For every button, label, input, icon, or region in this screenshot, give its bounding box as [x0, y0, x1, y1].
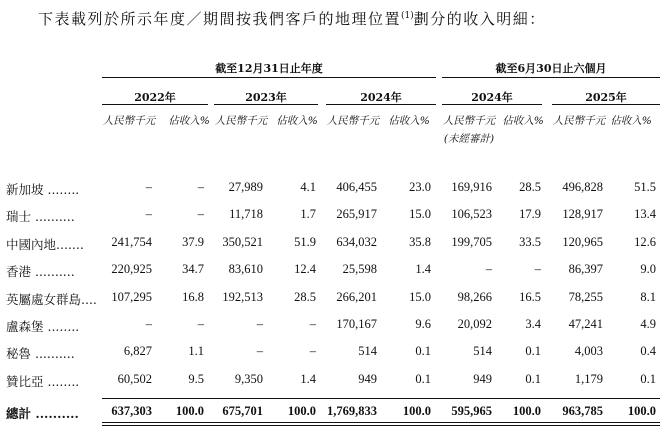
subheader-pct: 佔收入% — [168, 115, 210, 127]
table-cell: 1.4 — [415, 262, 431, 276]
intro-text: 下表載列於所示年度／期間按我們客戶的地理位置 — [38, 10, 402, 28]
subheader-pct: 佔收入% — [502, 115, 544, 127]
table-cell: 83,610 — [228, 262, 263, 276]
table-cell: 0.1 — [415, 344, 431, 358]
table-cell: 12.4 — [294, 262, 316, 276]
table-cell: 6,827 — [123, 344, 152, 358]
year-header-2025-interim: 2025年 — [585, 91, 627, 104]
group-rule-annual — [102, 77, 436, 78]
table-cell: 25,598 — [342, 262, 377, 276]
intro-tail: 劃分的收入明細： — [413, 10, 546, 28]
table-cell: – — [197, 317, 204, 331]
total-cell: 595,965 — [451, 404, 492, 418]
subheader-pct: 佔收入% — [276, 115, 318, 127]
table-cell: 4.9 — [640, 317, 656, 331]
table-cell: 12.6 — [634, 235, 656, 249]
table-cell: – — [145, 207, 152, 221]
table-cell: 514 — [358, 344, 377, 358]
group-header-interim: 截至6月30日止六個月 — [495, 62, 607, 75]
table-cell: 86,397 — [568, 262, 603, 276]
table-cell: 9.5 — [188, 372, 204, 386]
table-cell: 51.9 — [294, 235, 316, 249]
table-cell: 8.1 — [640, 290, 656, 304]
table-cell: 265,917 — [336, 207, 377, 221]
intro-sentence — [38, 8, 546, 29]
table-cell: 51.5 — [634, 180, 656, 194]
table-cell: 16.8 — [182, 290, 204, 304]
table-cell: 1.7 — [300, 207, 316, 221]
group-header-annual: 截至12月31日止年度 — [215, 62, 323, 75]
table-cell: – — [309, 317, 316, 331]
table-cell: – — [256, 317, 263, 331]
year-rule — [552, 104, 660, 105]
table-cell: – — [256, 344, 263, 358]
table-cell: 949 — [358, 372, 377, 386]
total-cell: 963,785 — [562, 404, 603, 418]
table-cell: 9.0 — [640, 262, 656, 276]
table-cell: 406,455 — [336, 180, 377, 194]
total-cell: 100.0 — [512, 404, 541, 418]
table-cell: 3.4 — [525, 317, 541, 331]
year-rule — [102, 104, 208, 105]
row-label: 秘魯 .......... — [6, 346, 75, 361]
table-cell: – — [485, 262, 492, 276]
table-cell: 15.0 — [409, 290, 431, 304]
table-cell: 33.5 — [519, 235, 541, 249]
table-cell: 0.1 — [415, 372, 431, 386]
table-cell: 192,513 — [222, 290, 263, 304]
row-label: 中國內地....... — [6, 237, 84, 252]
table-cell: 17.9 — [519, 207, 541, 221]
table-cell: 107,295 — [111, 290, 152, 304]
table-cell: 11,718 — [229, 207, 263, 221]
table-cell: 1.4 — [300, 372, 316, 386]
table-cell: 199,705 — [451, 235, 492, 249]
year-header-2022: 2022年 — [134, 91, 176, 104]
subheader-amount: 人民幣千元 — [102, 115, 156, 127]
table-cell: 496,828 — [562, 180, 603, 194]
year-header-2024: 2024年 — [360, 91, 402, 104]
table-cell: – — [309, 344, 316, 358]
table-cell: 0.1 — [525, 372, 541, 386]
table-cell: 4,003 — [574, 344, 603, 358]
total-cell: 100.0 — [175, 404, 204, 418]
table-cell: 27,989 — [228, 180, 263, 194]
table-cell: – — [145, 180, 152, 194]
total-label: 總計 .......... — [6, 406, 79, 421]
table-cell: 34.7 — [182, 262, 204, 276]
table-cell: 241,754 — [111, 235, 152, 249]
total-cell: 637,303 — [111, 404, 152, 418]
table-cell: 350,521 — [222, 235, 263, 249]
subheader-amount: 人民幣千元 — [214, 115, 268, 127]
subheader-amount: 人民幣千元 — [552, 115, 606, 127]
table-cell: – — [534, 262, 541, 276]
table-cell: 28.5 — [519, 180, 541, 194]
table-cell: 78,255 — [568, 290, 603, 304]
table-cell: 60,502 — [117, 372, 152, 386]
table-cell: 1,179 — [574, 372, 603, 386]
table-cell: 170,167 — [336, 317, 377, 331]
row-label: 瑞士 .......... — [6, 209, 75, 224]
group-rule-interim — [442, 77, 660, 78]
subheader-amount: 人民幣千元 — [326, 115, 380, 127]
table-cell: 0.4 — [640, 344, 656, 358]
table-cell: 169,916 — [451, 180, 492, 194]
table-cell: 23.0 — [409, 180, 431, 194]
subheader-amount: 人民幣千元 — [442, 115, 496, 127]
row-label: 英屬處女群島.... — [6, 292, 97, 307]
table-cell: 20,092 — [457, 317, 492, 331]
subheader-pct: 佔收入% — [388, 115, 430, 127]
total-top-rule — [102, 398, 660, 399]
table-cell: 949 — [473, 372, 492, 386]
table-cell: 266,201 — [336, 290, 377, 304]
table-cell: 15.0 — [409, 207, 431, 221]
table-cell: 120,965 — [562, 235, 603, 249]
table-cell: 28.5 — [294, 290, 316, 304]
table-cell: 514 — [473, 344, 492, 358]
year-header-2024-interim: 2024年 — [471, 91, 513, 104]
table-cell: – — [197, 180, 204, 194]
table-cell: 220,925 — [111, 262, 152, 276]
year-rule — [326, 104, 436, 105]
table-cell: 1.1 — [188, 344, 204, 358]
row-label: 贊比亞 ........ — [6, 374, 80, 389]
subheader-pct: 佔收入% — [610, 115, 652, 127]
table-cell: 16.5 — [519, 290, 541, 304]
total-cell: 1,769,833 — [327, 404, 377, 418]
total-cell: 675,701 — [222, 404, 263, 418]
table-cell: 0.1 — [640, 372, 656, 386]
row-label: 新加坡 ........ — [6, 182, 80, 197]
footnote-mark: (1) — [401, 11, 414, 21]
row-label: 香港 .......... — [6, 264, 75, 279]
row-label: 盧森堡 ........ — [6, 319, 80, 334]
table-cell: 13.4 — [634, 207, 656, 221]
table-cell: 35.8 — [409, 235, 431, 249]
table-cell: – — [197, 207, 204, 221]
total-cell: 100.0 — [287, 404, 316, 418]
total-cell: 100.0 — [627, 404, 656, 418]
total-double-rule-lower — [102, 425, 660, 426]
table-cell: 128,917 — [562, 207, 603, 221]
table-cell: 4.1 — [300, 180, 316, 194]
total-cell: 100.0 — [402, 404, 431, 418]
table-cell: 634,032 — [336, 235, 377, 249]
total-double-rule-upper — [102, 422, 660, 423]
table-cell: 9,350 — [234, 372, 263, 386]
table-cell: 9.6 — [415, 317, 431, 331]
table-cell: 106,523 — [451, 207, 492, 221]
year-header-2023: 2023年 — [245, 91, 287, 104]
year-rule — [214, 104, 318, 105]
table-cell: – — [145, 317, 152, 331]
year-rule — [442, 104, 542, 105]
table-cell: 0.1 — [525, 344, 541, 358]
table-cell: 37.9 — [182, 235, 204, 249]
subheader-unaudited: (未經審計) — [443, 133, 495, 145]
table-cell: 47,241 — [568, 317, 603, 331]
table-cell: 98,266 — [457, 290, 492, 304]
